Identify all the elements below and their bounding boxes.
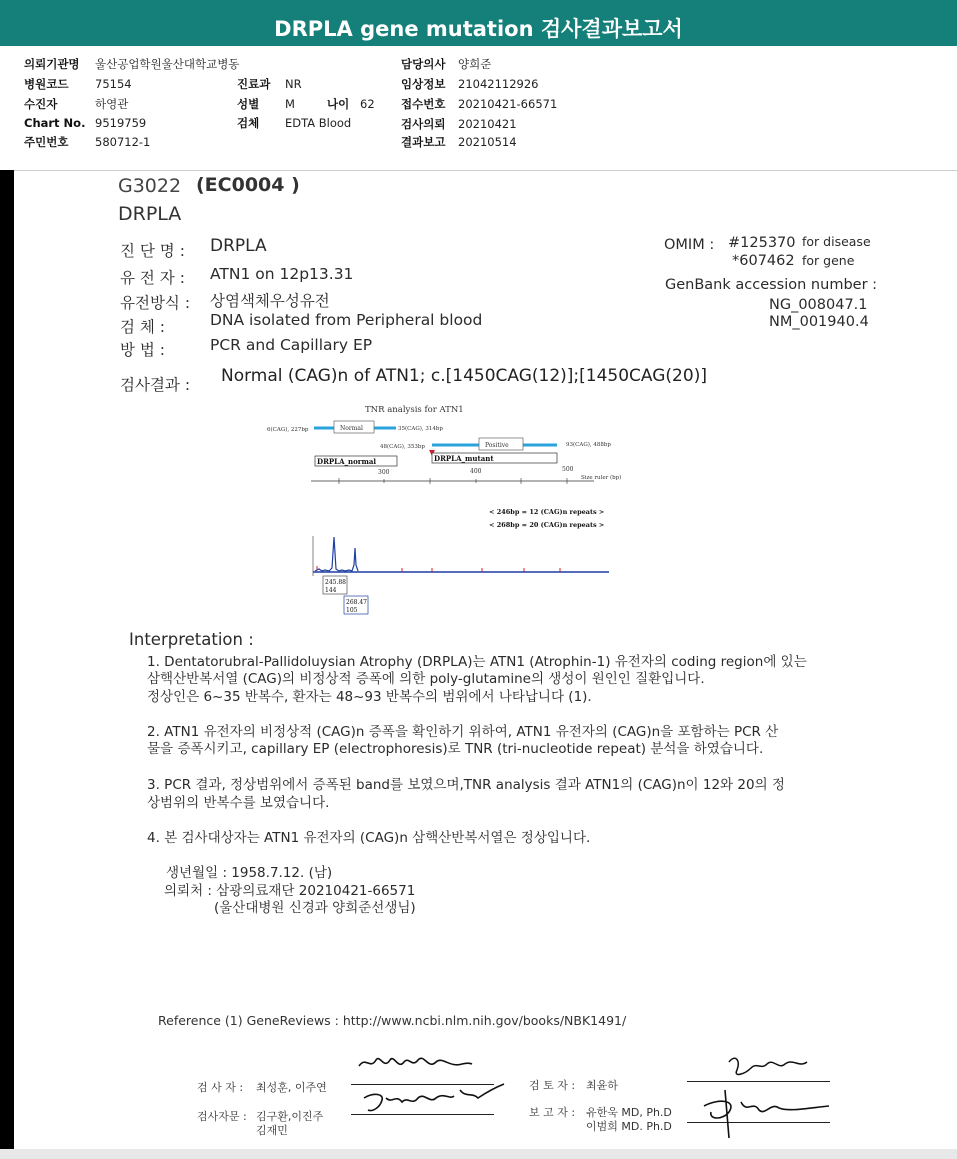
request-value: 20210421 bbox=[458, 117, 517, 131]
diagram-title: TNR analysis for ATN1 bbox=[365, 405, 464, 415]
reporter-label: 보 고 자 : bbox=[529, 1106, 576, 1119]
left-end-label: 35(CAG), 314bp bbox=[398, 426, 443, 432]
receipt-label: 접수번호 bbox=[401, 97, 446, 111]
specimen-value: EDTA Blood bbox=[285, 116, 352, 130]
peak1-size: 245.88 bbox=[325, 579, 346, 586]
genbank-ng: NG_008047.1 bbox=[769, 297, 868, 313]
result-label: 검사결과 : bbox=[120, 376, 191, 394]
specimen-method-value: DNA isolated from Peripheral blood bbox=[210, 311, 483, 329]
scan-edge-bar bbox=[0, 170, 14, 1149]
id-label: 주민번호 bbox=[24, 135, 69, 149]
sex-value: M bbox=[285, 97, 295, 111]
interpretation-heading: Interpretation : bbox=[129, 630, 254, 649]
hospital-code-label: 병원코드 bbox=[24, 77, 69, 91]
dept-label: 진료과 bbox=[237, 77, 271, 91]
omim-gene: *607462 bbox=[732, 253, 795, 269]
reporter-value: 유한욱 MD, Ph.D bbox=[586, 1106, 672, 1119]
hospital-code-value: 75154 bbox=[95, 77, 132, 91]
peak1-height: 144 bbox=[325, 587, 337, 594]
examiner-label: 검 사 자 : bbox=[197, 1081, 244, 1094]
left-start-label: 6(CAG), 227bp bbox=[267, 427, 309, 433]
paragraph-3-line-1: 3. PCR 결과, 정상범위에서 증폭된 band를 보였으며,TNR analysis 결과 ATN1의 (CAG)n이 12와 20의 정 bbox=[147, 777, 785, 793]
tick-500: 500 bbox=[562, 466, 574, 473]
positive-label: Positive bbox=[485, 442, 509, 449]
genbank-nm: NM_001940.4 bbox=[769, 314, 869, 330]
method-value: PCR and Capillary EP bbox=[210, 336, 373, 354]
doctor-value: 양희준 bbox=[458, 57, 492, 71]
peak2-size: 268.47 bbox=[346, 599, 367, 606]
result-value: Normal (CAG)n of ATN1; c.[1450CAG(12)];[1450CAG(20)] bbox=[221, 366, 707, 386]
paragraph-1-line-2: 삼핵산반복서열 (CAG)의 비정상적 증폭에 의한 poly-glutamine의 생성이 원인인 질환입니다. bbox=[147, 671, 705, 687]
reviewer-label: 검 토 자 : bbox=[529, 1079, 576, 1092]
reviewer-value: 최윤하 bbox=[586, 1079, 618, 1092]
mutant-bin-label: DRPLA_mutant bbox=[434, 454, 494, 463]
requester-detail: (울산대병원 신경과 양희준선생님) bbox=[214, 900, 416, 916]
doctor-label: 담당의사 bbox=[401, 57, 446, 71]
patient-label: 수진자 bbox=[24, 97, 58, 111]
ec-code: (EC0004 ) bbox=[196, 174, 300, 196]
tick-300: 300 bbox=[378, 469, 390, 476]
scanned-report bbox=[14, 170, 957, 1149]
sex-label: 성별 bbox=[237, 97, 260, 111]
advisor-label: 검사자문 : bbox=[197, 1110, 247, 1123]
patient-header bbox=[0, 46, 957, 171]
trace-peaks bbox=[315, 537, 358, 571]
report-date-label: 결과보고 bbox=[401, 135, 446, 149]
age-value: 62 bbox=[360, 97, 375, 111]
request-label: 검사의뢰 bbox=[401, 117, 446, 131]
bottom-strip bbox=[0, 1149, 957, 1159]
reporter-value-2: 이범희 MD. Ph.D bbox=[586, 1120, 672, 1133]
paragraph-1-line-3: 정상인은 6~35 반복수, 환자는 48~93 반복수의 범위에서 나타납니다 (1). bbox=[147, 689, 592, 705]
dept-value: NR bbox=[285, 77, 302, 91]
advisor-value: 김구환,이진주 bbox=[256, 1110, 324, 1123]
omim-label: OMIM : bbox=[664, 237, 715, 253]
institution-value: 울산공업학원울산대학교병동 bbox=[95, 57, 240, 71]
examiner-value: 최성훈, 이주연 bbox=[256, 1081, 327, 1094]
gene-value: ATN1 on 12p13.31 bbox=[210, 265, 354, 283]
gene-label: 유 전 자 : bbox=[120, 269, 185, 287]
diagnosis-label: 진 단 명 : bbox=[120, 242, 185, 260]
birth-date: 생년월일 : 1958.7.12. (남) bbox=[166, 865, 333, 881]
specimen-method-label: 검 체 : bbox=[120, 318, 166, 336]
omim-disease-note: for disease bbox=[802, 234, 871, 249]
examiner-signature-image bbox=[354, 1048, 514, 1123]
ruler-label: Size ruler (bp) bbox=[581, 475, 622, 481]
paragraph-2-line-1: 2. ATN1 유전자의 비정상적 (CAG)n 증폭을 확인하기 위하여, ATN1 유전자의 (CAG)n을 포함하는 PCR 산 bbox=[147, 724, 779, 740]
diagnosis-value: DRPLA bbox=[210, 236, 267, 256]
tick-400: 400 bbox=[470, 468, 482, 475]
patient-value: 하영관 bbox=[95, 97, 129, 111]
institution-label: 의뢰기관명 bbox=[24, 57, 80, 71]
advisor-value-2: 김재민 bbox=[256, 1124, 288, 1137]
report-date-value: 20210514 bbox=[458, 135, 517, 149]
repeat-12-label: < 246bp = 12 (CAG)n repeats > bbox=[489, 508, 605, 516]
requester: 의뢰처 : 삼광의료재단 20210421-66571 bbox=[164, 883, 416, 899]
repeat-20-label: < 268bp = 20 (CAG)n repeats > bbox=[489, 521, 605, 529]
chart-label: Chart No. bbox=[24, 116, 86, 130]
specimen-label: 검체 bbox=[237, 116, 260, 130]
inheritance-value: 상염색체우성유전 bbox=[210, 292, 330, 310]
age-label: 나이 bbox=[327, 97, 350, 111]
receipt-value: 20210421-66571 bbox=[458, 97, 558, 111]
test-code: G3022 bbox=[118, 175, 182, 197]
report-title: DRPLA gene mutation 검사결과보고서 bbox=[0, 0, 957, 46]
chart-value: 9519759 bbox=[95, 116, 147, 130]
normal-bin-label: DRPLA_normal bbox=[317, 457, 377, 466]
inheritance-label: 유전방식 : bbox=[120, 294, 191, 312]
clinical-label: 임상정보 bbox=[401, 77, 446, 91]
genbank-label: GenBank accession number : bbox=[665, 277, 878, 293]
id-value: 580712-1 bbox=[95, 135, 151, 149]
method-label: 방 법 : bbox=[120, 341, 166, 359]
test-name: DRPLA bbox=[118, 203, 182, 225]
reference: Reference (1) GeneReviews : http://www.ncbi.nlm.nih.gov/books/NBK1491/ bbox=[158, 1013, 627, 1028]
mutant-end-label: 93(CAG), 488bp bbox=[566, 442, 611, 448]
omim-disease: #125370 bbox=[728, 235, 796, 251]
peak2-height: 105 bbox=[346, 607, 358, 614]
paragraph-3-line-2: 상범위의 반복수를 보였습니다. bbox=[147, 795, 330, 811]
paragraph-4: 4. 본 검사대상자는 ATN1 유전자의 (CAG)n 삼핵산반복서열은 정상입니다. bbox=[147, 830, 591, 846]
reviewer-signature-image bbox=[689, 1050, 839, 1145]
omim-gene-note: for gene bbox=[802, 253, 855, 268]
normal-label: Normal bbox=[340, 425, 363, 432]
paragraph-1-line-1: 1. Dentatorubral-Pallidoluysian Atrophy (DRPLA)는 ATN1 (Atrophin-1) 유전자의 coding region에 있는 bbox=[147, 654, 807, 670]
paragraph-2-line-2: 물을 증폭시키고, capillary EP (electrophoresis)로 TNR (tri-nucleotide repeat) 분석을 하였습니다. bbox=[147, 741, 764, 757]
tnr-diagram bbox=[259, 400, 639, 625]
clinical-value: 21042112926 bbox=[458, 77, 539, 91]
mutant-start-label: 48(CAG), 353bp bbox=[380, 444, 425, 450]
